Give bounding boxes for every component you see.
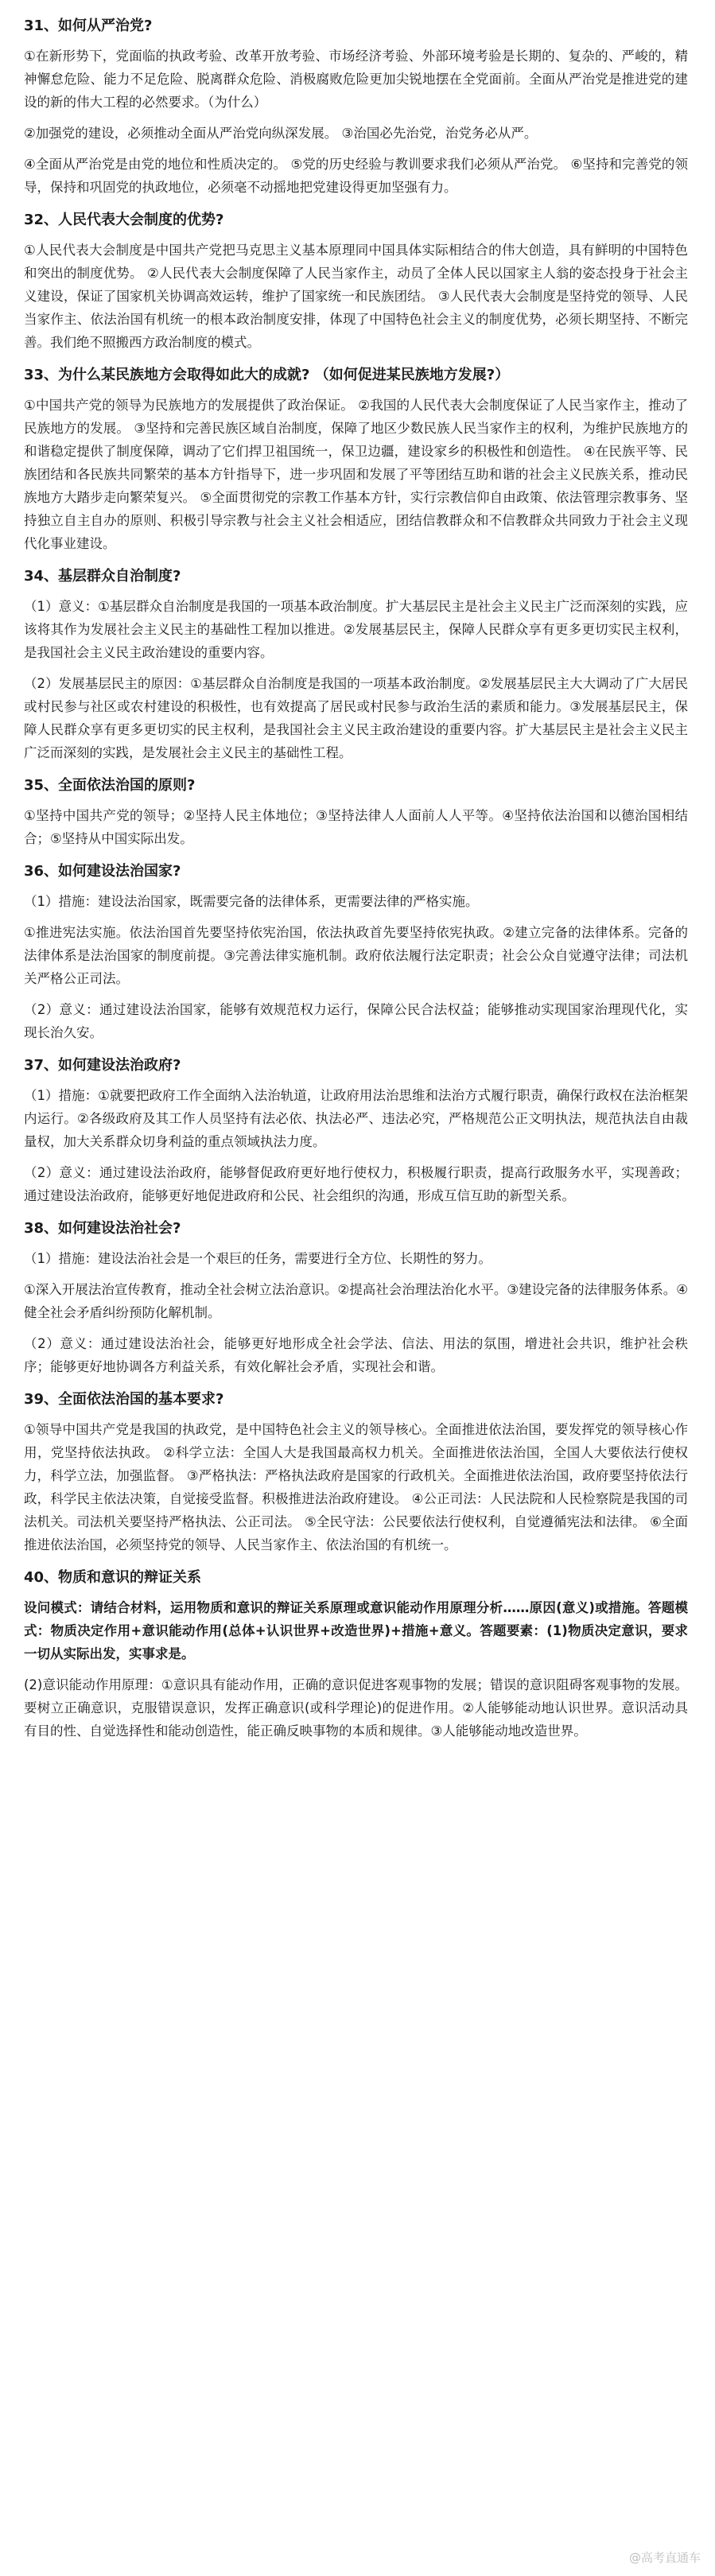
paragraph: 设问模式：请结合材料，运用物质和意识的辩证关系原理或意识能动作用原理分析……原因(意义)或措施。答题模式：物质决定作用+意识能动作用(总体+认识世界+改造世界)+措施+意义。答题要素：(1)物质决定意识，要求一切从实际出发，实事求是。	[24, 1600, 688, 1661]
section-title: 33、为什么某民族地方会取得如此大的成就? （如何促进某民族地方发展?）	[24, 367, 510, 383]
paragraph: （1）措施：①就要把政府工作全面纳入法治轨道，让政府用法治思维和法治方式履行职责，确保行政权在法治框架内运行。②各级政府及其工作人员坚持有法必依、执法必严、违法必究，严格规范公正文明执法，规范执法自由裁量权，加大关系群众切身利益的重点领域执法力度。	[24, 1088, 688, 1149]
paragraph: （1）措施：建设法治社会是一个艰巨的任务，需要进行全方位、长期性的努力。	[24, 1251, 492, 1266]
section-title: 40、物质和意识的辩证关系	[24, 1569, 202, 1586]
paragraph: （2）意义：通过建设法治国家，能够有效规范权力运行，保障公民合法权益；能够推动实现国家治理现代化，实现长治久安。	[24, 1002, 688, 1040]
paragraph: （1）意义：①基层群众自治制度是我国的一项基本政治制度。扩大基层民主是社会主义民主广泛而深刻的实践，应该将其作为发展社会主义民主的基础性工程加以推进。②发展基层民主，保障人民群众享有更多更切实民主权利，是我国社会主义民主政治建设的重要内容。	[24, 599, 688, 660]
section-title: 31、如何从严治党?	[24, 17, 153, 34]
paragraph: (2)意识能动作用原理：①意识具有能动作用，正确的意识促进客观事物的发展；错误的意识阻碍客观事物的发展。要树立正确意识，克服错误意识，发挥正确意识(或科学理论)的促进作用。②人能够能动地认识世界。意识活动具有目的性、自觉选择性和能动创造性，能正确反映事物的本质和规律。③人能够能动地改造世界。	[24, 1677, 688, 1739]
watermark: @高考直通车	[628, 2551, 701, 2565]
section-title: 36、如何建设法治国家?	[24, 863, 181, 880]
section-36	[24, 860, 688, 1044]
section-37	[24, 1054, 688, 1207]
paragraph: ①在新形势下，党面临的执政考验、改革开放考验、市场经济考验、外部环境考验是长期的、复杂的、严峻的，精神懈怠危险、能力不足危险、脱离群众危险、消极腐败危险更加尖锐地摆在全党面前。全面从严治党是推进党的建设的新的伟大工程的必然要求。（为什么）	[24, 49, 688, 110]
section-35	[24, 774, 688, 850]
section-title: 38、如何建设法治社会?	[24, 1220, 181, 1237]
section-32	[24, 208, 688, 354]
paragraph: ①推进宪法实施。依法治国首先要坚持依宪治国，依法执政首先要坚持依宪执政。②建立完备的法律体系。完备的法律体系是法治国家的制度前提。③完善法律实施机制。政府依法履行法定职责；社会公众自觉遵守法律；司法机关严格公正司法。	[24, 925, 688, 986]
paragraph: ①领导中国共产党是我国的执政党，是中国特色社会主义的领导核心。全面推进依法治国，要发挥党的领导核心作用，党坚持依法执政。 ②科学立法：全国人大是我国最高权力机关。全面推进依法治国，全国人大要依法行使权力，科学立法，加强监督。 ③严格执法：严格执法政府是国家的行政机关。全面推进依法治国，政府要坚持依法行政，科学民主依法决策，自觉接受监督。积极推进法治政府建设。 ④公正司法：人民法院和人民检察院是我国的司法机关。司法机关要坚持严格执法、公正司法。 ⑤全民守法：公民要依法行使权利，自觉遵循宪法和法律。 ⑥全面推进依法治国，必须坚持党的领导、人民当家作主、依法治国的有机统一。	[24, 1422, 688, 1552]
paragraph: ④全面从严治党是由党的地位和性质决定的。 ⑤党的历史经验与教训要求我们必须从严治党。 ⑥坚持和完善党的领导，保持和巩固党的执政地位，必须毫不动摇地把党建设得更加坚强有力。	[24, 157, 688, 195]
section-title: 37、如何建设法治政府?	[24, 1057, 181, 1074]
paragraph: （2）意义：通过建设法治政府，能够督促政府更好地行使权力，积极履行职责，提高行政服务水平，实现善政；通过建设法治政府，能够更好地促进政府和公民、社会组织的沟通，形成互信互助的新型关系。	[24, 1165, 688, 1203]
section-title: 39、全面依法治国的基本要求?	[24, 1391, 224, 1408]
section-39	[24, 1388, 688, 1556]
section-title: 32、人民代表大会制度的优势?	[24, 212, 224, 228]
section-title: 34、基层群众自治制度?	[24, 568, 181, 585]
paragraph: ①人民代表大会制度是中国共产党把马克思主义基本原理同中国具体实际相结合的伟大创造，具有鲜明的中国特色和突出的制度优势。 ②人民代表大会制度保障了人民当家作主，动员了全体人民以国家主人翁的姿态投身于社会主义建设，保证了国家机关协调高效运转，维护了国家统一和民族团结。 ③人民代表大会制度是坚持党的领导、人民当家作主、依法治国有机统一的根本政治制度安排，体现了中国特色社会主义的制度优势，必须长期坚持、不断完善。我们绝不照搬西方政治制度的模式。	[24, 243, 688, 350]
paragraph: （2）发展基层民主的原因：①基层群众自治制度是我国的一项基本政治制度。②发展基层民主大大调动了广大居民或村民参与社区或农村建设的积极性，也有效提高了居民或村民参与政治生活的素质和能力。③发展基层民主，保障人民群众享有更多更切实的民主权利，是我国社会主义民主政治建设的重要内容。扩大基层民主是社会主义民主广泛而深刻的实践，是发展社会主义民主的基础性工程。	[24, 676, 688, 760]
section-31	[24, 14, 688, 199]
paragraph: ②加强党的建设，必须推动全面从严治党向纵深发展。 ③治国必先治党，治党务必从严。	[24, 126, 538, 141]
section-33	[24, 363, 688, 555]
paragraph: （2）意义：通过建设法治社会，能够更好地形成全社会学法、信法、用法的氛围，增进社会共识，维护社会秩序；能够更好地协调各方利益关系，有效化解社会矛盾，实现社会和谐。	[24, 1336, 688, 1374]
paragraph: （1）措施：建设法治国家，既需要完备的法律体系，更需要法律的严格实施。	[24, 894, 479, 909]
section-34	[24, 565, 688, 764]
paragraph: ①深入开展法治宣传教育，推动全社会树立法治意识。②提高社会治理法治化水平。③建设完备的法律服务体系。④健全社会矛盾纠纷预防化解机制。	[24, 1282, 688, 1320]
paragraph: ①坚持中国共产党的领导；②坚持人民主体地位；③坚持法律人人面前人人平等。④坚持依法治国和以德治国相结合；⑤坚持从中国实际出发。	[24, 808, 688, 846]
paragraph: ①中国共产党的领导为民族地方的发展提供了政治保证。 ②我国的人民代表大会制度保证了人民当家作主，推动了民族地方的发展。 ③坚持和完善民族区域自治制度，保障了地区少数民族人民当家作主的权利，为维护民族地方的和谐稳定提供了制度保障，调动了它们捍卫祖国统一，保卫边疆，建设家乡的积极性和创造性。 ④在民族平等、民族团结和各民族共同繁荣的基本方针指导下，进一步巩固和发展了平等团结互助和谐的社会主义民族关系，推动民族地方大踏步走向繁荣复兴。 ⑤全面贯彻党的宗教工作基本方针，实行宗教信仰自由政策、依法管理宗教事务、坚持独立自主自办的原则、积极引导宗教与社会主义社会相适应，团结信教群众和不信教群众共同致力于社会主义现代化事业建设。	[24, 398, 688, 551]
section-40	[24, 1566, 688, 1743]
section-38	[24, 1217, 688, 1378]
section-title: 35、全面依法治国的原则?	[24, 777, 196, 794]
